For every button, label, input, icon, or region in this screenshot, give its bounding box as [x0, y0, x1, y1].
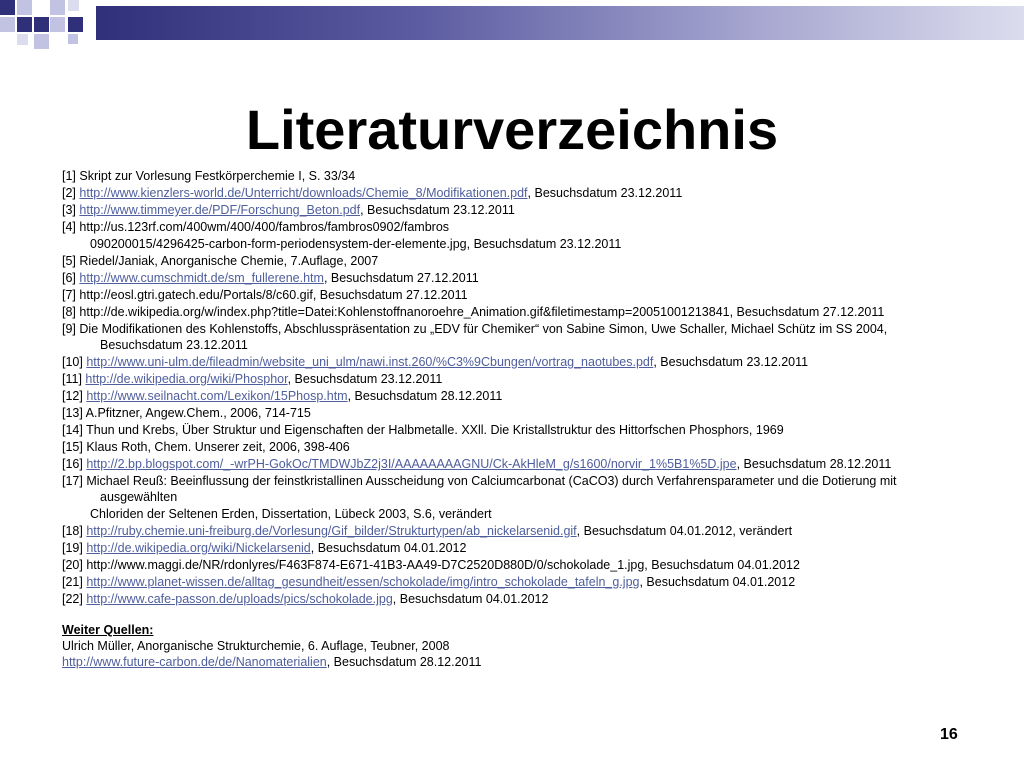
- reference-item: [62, 287, 962, 303]
- reference-item: [62, 405, 962, 421]
- reference-date: , Besuchsdatum 27.12.2011: [323, 271, 479, 285]
- decor-square: [68, 17, 83, 32]
- decor-square: [17, 17, 32, 32]
- reference-date: , Besuchsdatum 04.01.2012: [310, 541, 467, 555]
- decor-square: [68, 34, 78, 44]
- reference-number: [8]: [62, 305, 76, 319]
- decor-square: [50, 0, 65, 15]
- reference-date: , Besuchsdatum 28.12.2011: [347, 389, 503, 403]
- reference-link[interactable]: http://de.wikipedia.org/wiki/Nickelarsenid: [86, 541, 311, 555]
- reference-link[interactable]: http://www.planet-wissen.de/alltag_gesundheit/essen/schokolade/img/intro_schokolade_tafeln_g.jpg: [86, 575, 640, 589]
- decor-square: [34, 17, 49, 32]
- reference-number: [10]: [62, 355, 83, 369]
- reference-number: [3]: [62, 203, 76, 217]
- reference-item: [62, 219, 962, 235]
- reference-number: [13]: [62, 406, 83, 420]
- further-source-date: , Besuchsdatum 28.12.2011: [326, 655, 482, 669]
- reference-item: [62, 473, 962, 505]
- reference-list: [62, 168, 962, 670]
- reference-item: [62, 354, 962, 370]
- decor-square: [17, 0, 32, 15]
- reference-item: [62, 557, 962, 573]
- reference-text: Michael Reuß: Beeinflussung der feinstkristallinen Ausscheidung von Calciumcarbonat (CaCO3) durch Verfahrensparameter und die Dotierung mit ausgewählten: [86, 474, 897, 504]
- reference-date: , Besuchsdatum 23.12.2011: [653, 355, 809, 369]
- reference-item: [62, 304, 962, 320]
- decor-square: [68, 0, 79, 11]
- reference-text: A.Pfitzner, Angew.Chem., 2006, 714-715: [85, 406, 311, 420]
- reference-item: [62, 456, 962, 472]
- decor-square: [50, 17, 65, 32]
- page-number: 16: [940, 726, 958, 743]
- reference-continuation: Chloriden der Seltenen Erden, Dissertation, Lübeck 2003, S.6, verändert: [90, 507, 492, 521]
- reference-link[interactable]: http://www.cafe-passon.de/uploads/pics/schokolade.jpg: [86, 592, 393, 606]
- decor-square: [17, 34, 28, 45]
- reference-number: [18]: [62, 524, 83, 538]
- reference-link[interactable]: http://www.seilnacht.com/Lexikon/15Phosp.htm: [86, 389, 348, 403]
- further-source-item: Ulrich Müller, Anorganische Strukturchemie, 6. Auflage, Teubner, 2008: [62, 639, 450, 653]
- reference-item: [62, 574, 962, 590]
- reference-link[interactable]: http://ruby.chemie.uni-freiburg.de/Vorlesung/Gif_bilder/Strukturtypen/ab_nickelarsenid.gif: [86, 524, 577, 538]
- reference-item: [62, 253, 962, 269]
- reference-link[interactable]: http://2.bp.blogspot.com/_-wrPH-GokOc/TMDWJbZ2j3I/AAAAAAAAGNU/Ck-AkHleM_g/s1600/norvir_1%5B1%5D.jpe: [86, 457, 737, 471]
- reference-link[interactable]: http://www.timmeyer.de/PDF/Forschung_Beton.pdf: [79, 203, 361, 217]
- reference-text: http://www.maggi.de/NR/rdonlyres/F463F874-E671-41B3-AA49-D7C2520D880D/0/schokolade_1.jpg, Besuchsdatum 04.01.2012: [86, 558, 800, 572]
- reference-continuation: 090200015/4296425-carbon-form-periodensystem-der-elemente.jpg, Besuchsdatum 23.12.2011: [90, 237, 622, 251]
- reference-date: , Besuchsdatum 04.01.2012: [392, 592, 549, 606]
- reference-item: [62, 523, 962, 539]
- reference-number: [19]: [62, 541, 83, 555]
- reference-text: Klaus Roth, Chem. Unserer zeit, 2006, 398-406: [86, 440, 350, 454]
- reference-text: Die Modifikationen des Kohlenstoffs, Abschlusspräsentation zu „EDV für Chemiker“ von Sabine Simon, Uwe Schaller, Michael Schütz im SS 2004, Besuchsdatum 23.12.2011: [79, 322, 888, 352]
- reference-date: , Besuchsdatum 04.01.2012, verändert: [576, 524, 793, 538]
- reference-item: [62, 388, 962, 404]
- further-sources-heading: Weiter Quellen:: [62, 623, 154, 637]
- reference-item: [62, 439, 962, 455]
- decor-square: [0, 0, 15, 15]
- reference-link[interactable]: http://de.wikipedia.org/wiki/Phosphor: [85, 372, 288, 386]
- reference-number: [17]: [62, 474, 83, 488]
- reference-link[interactable]: http://www.kienzlers-world.de/Unterricht/downloads/Chemie_8/Modifikationen.pdf: [79, 186, 528, 200]
- reference-item: [62, 202, 962, 218]
- reference-number: [14]: [62, 423, 83, 437]
- reference-item: [62, 185, 962, 201]
- reference-number: [5]: [62, 254, 76, 268]
- reference-item: [62, 321, 962, 353]
- reference-item: [62, 591, 962, 607]
- reference-text: Skript zur Vorlesung Festkörperchemie I, S. 33/34: [79, 169, 356, 183]
- decor-square: [34, 34, 49, 49]
- reference-number: [7]: [62, 288, 76, 302]
- reference-number: [20]: [62, 558, 83, 572]
- slide-title: Literaturverzeichnis: [245, 98, 779, 161]
- reference-item: [62, 422, 962, 438]
- reference-number: [15]: [62, 440, 83, 454]
- reference-text: http://de.wikipedia.org/w/index.php?title=Datei:Kohlenstoffnanoroehre_Animation.gif&filetimestamp=20051001213841, Besuchsdatum 27.12.2011: [79, 305, 885, 319]
- reference-number: [12]: [62, 389, 83, 403]
- reference-number: [2]: [62, 186, 76, 200]
- reference-number: [16]: [62, 457, 83, 471]
- reference-number: [4]: [62, 220, 76, 234]
- reference-date: , Besuchsdatum 28.12.2011: [736, 457, 892, 471]
- reference-item: [62, 540, 962, 556]
- further-source-item: [62, 654, 962, 670]
- reference-text: http://eosl.gtri.gatech.edu/Portals/8/c60.gif, Besuchsdatum 27.12.2011: [79, 288, 468, 302]
- reference-number: [21]: [62, 575, 83, 589]
- reference-item: [62, 371, 962, 387]
- reference-number: [6]: [62, 271, 76, 285]
- reference-link[interactable]: http://www.cumschmidt.de/sm_fullerene.htm: [79, 271, 324, 285]
- further-source-link[interactable]: http://www.future-carbon.de/de/Nanomaterialien: [62, 655, 327, 669]
- reference-date: , Besuchsdatum 04.01.2012: [639, 575, 796, 589]
- decor-square: [0, 17, 15, 32]
- reference-text: http://us.123rf.com/400wm/400/400/fambros/fambros0902/fambros: [79, 220, 450, 234]
- reference-number: [11]: [62, 372, 82, 386]
- reference-date: , Besuchsdatum 23.12.2011: [360, 203, 515, 217]
- reference-item: [62, 270, 962, 286]
- reference-date: , Besuchsdatum 23.12.2011: [527, 186, 683, 200]
- reference-number: [1]: [62, 169, 76, 183]
- reference-number: [9]: [62, 322, 76, 336]
- reference-date: , Besuchsdatum 23.12.2011: [287, 372, 443, 386]
- reference-text: Riedel/Janiak, Anorganische Chemie, 7.Auflage, 2007: [79, 254, 379, 268]
- reference-number: [22]: [62, 592, 83, 606]
- reference-link[interactable]: http://www.uni-ulm.de/fileadmin/website_uni_ulm/nawi.inst.260/%C3%9Cbungen/vortrag_naotubes.pdf: [86, 355, 654, 369]
- header-gradient-bar: [96, 6, 1024, 40]
- reference-text: Thun und Krebs, Über Struktur und Eigenschaften der Halbmetalle. XXll. Die Kristallstruktur des Hittorfschen Phosphors, 1969: [86, 423, 784, 437]
- reference-item: [62, 168, 962, 184]
